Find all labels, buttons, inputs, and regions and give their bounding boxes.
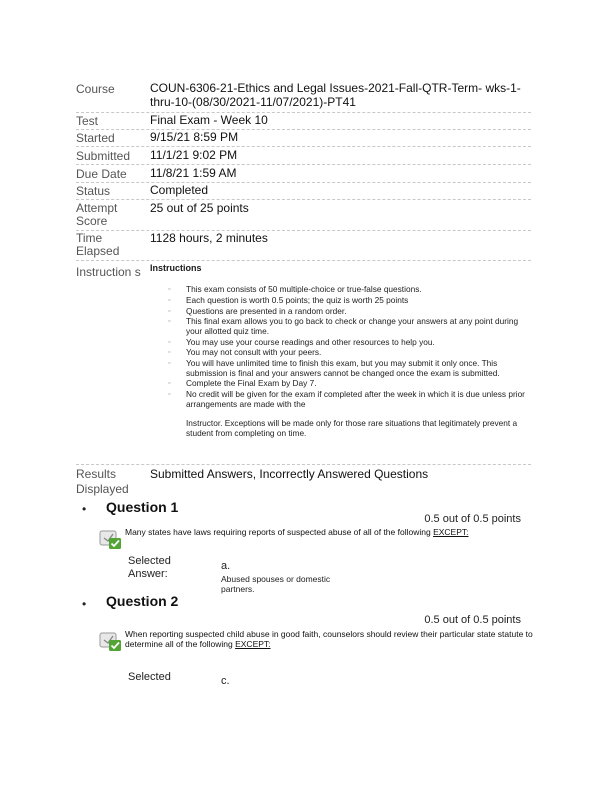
correct-check-icon	[99, 530, 123, 550]
bullet-icon: ▫	[168, 349, 171, 357]
instruction-text: This final exam allows you to go back to check or change your answers at any point during your allotted quiz time.	[186, 316, 519, 336]
bullet-icon: ▫	[168, 338, 171, 346]
question-1-title[interactable]: Question 1	[106, 499, 179, 515]
instruction-text: No credit will be given for the exam if completed after the week in which it is due unless prior arrangements are made with the	[186, 389, 525, 409]
instruction-text: Each question is worth 0.5 points; the quiz is worth 25 points	[186, 294, 409, 305]
instruction-text: You may not consult with your peers.	[186, 347, 322, 358]
instruction-item	[168, 359, 528, 378]
instruction-item	[168, 307, 528, 316]
bullet-icon: ▫	[168, 307, 171, 315]
info-value: 1128 hours, 2 minutes	[150, 231, 268, 245]
bullet-icon: ▫	[168, 318, 171, 326]
info-value: 25 out of 25 points	[150, 201, 249, 215]
instruction-item	[168, 379, 528, 388]
info-label: Started	[76, 131, 115, 145]
info-row-instructions	[76, 263, 146, 281]
instruction-text: This exam consists of 50 multiple-choice or true-false questions.	[186, 284, 422, 294]
info-label: Time Elapsed	[76, 231, 120, 258]
question-2-text	[125, 629, 535, 649]
info-row-attempt-score	[76, 202, 531, 231]
instruction-item	[168, 390, 528, 409]
info-row-status	[76, 184, 531, 200]
info-row-time-elapsed	[76, 232, 531, 261]
info-value: Completed	[150, 183, 209, 197]
question-text: Many states have laws requiring reports of suspected abuse of all of the following	[125, 527, 434, 537]
info-value: 9/15/21 8:59 PM	[150, 130, 239, 144]
instruction-item	[168, 317, 528, 336]
info-row-test	[76, 114, 531, 130]
bullet-icon: ▫	[168, 380, 171, 388]
question-bullet: •	[82, 502, 87, 516]
question-1-text	[125, 527, 535, 537]
info-value: 11/8/21 1:59 AM	[150, 166, 237, 180]
info-label: Due Date	[76, 167, 127, 181]
info-row-submitted	[76, 149, 531, 165]
info-label: Instruction s	[76, 265, 141, 279]
question-1-points: 0.5 out of 0.5 points	[424, 513, 521, 525]
bullet-icon: ▫	[168, 286, 171, 293]
instruction-tail: Instructor. Exceptions will be made only for those rare situations that legitimately prevent a student from completing on time.	[186, 418, 518, 438]
selected-letter: c.	[221, 675, 230, 687]
bullet-icon: ▫	[168, 360, 171, 368]
instructions-list	[168, 285, 528, 410]
selected-answer-label: Selected	[128, 671, 171, 683]
info-label: Status	[76, 184, 111, 198]
instruction-text: You will have unlimited time to finish this exam, but you may submit it only once. This submission is final and your answers cannot be changed once the exam is submitted.	[186, 358, 500, 378]
question-bullet: •	[82, 597, 87, 611]
question-text: When reporting suspected child abuse in good faith, counselors should review their particular state statute to determine all of the following	[125, 629, 533, 649]
question-2-points: 0.5 out of 0.5 points	[424, 614, 521, 626]
bullet-icon: ▫	[168, 391, 171, 399]
results-value: Submitted Answers, Incorrectly Answered Questions	[150, 467, 429, 481]
instruction-item	[168, 296, 528, 305]
info-value: COUN-6306-21-Ethics and Legal Issues-2021-Fall-QTR-Term- wks-1-thru-10-(08/30/2021-11/07/2021)-PT41	[150, 81, 521, 109]
results-label: Results Displayed	[76, 467, 129, 496]
correct-check-icon	[99, 632, 123, 652]
instruction-text: Complete the Final Exam by Day 7.	[186, 378, 317, 389]
info-row-course	[76, 82, 531, 113]
selected-answer-label: Selected Answer:	[128, 555, 171, 580]
bullet-icon: ▫	[168, 296, 171, 304]
instruction-item	[168, 338, 528, 347]
info-label: Submitted	[76, 149, 131, 163]
info-label: Test	[76, 114, 99, 128]
info-value: Final Exam - Week 10	[150, 113, 268, 127]
info-row-due-date	[76, 167, 531, 183]
selected-answer-text: Abused spouses or domestic partners.	[221, 574, 331, 594]
info-label: Course	[76, 82, 115, 96]
info-value: 11/1/21 9:02 PM	[150, 148, 238, 162]
info-row-started	[76, 131, 531, 147]
results-displayed-row	[76, 464, 531, 496]
instruction-text: You may use your course readings and other resources to help you.	[186, 336, 435, 347]
question-2-title[interactable]: Question 2	[106, 593, 179, 609]
question-except: EXCEPT:	[433, 527, 469, 537]
info-label: Attempt Score	[76, 201, 118, 228]
selected-letter: a.	[221, 560, 231, 572]
instruction-item	[168, 348, 528, 357]
instruction-item	[168, 285, 528, 294]
instruction-text: Questions are presented in a random order.	[186, 305, 347, 316]
instructions-heading: Instructions	[150, 263, 202, 273]
question-except: EXCEPT:	[235, 639, 271, 649]
